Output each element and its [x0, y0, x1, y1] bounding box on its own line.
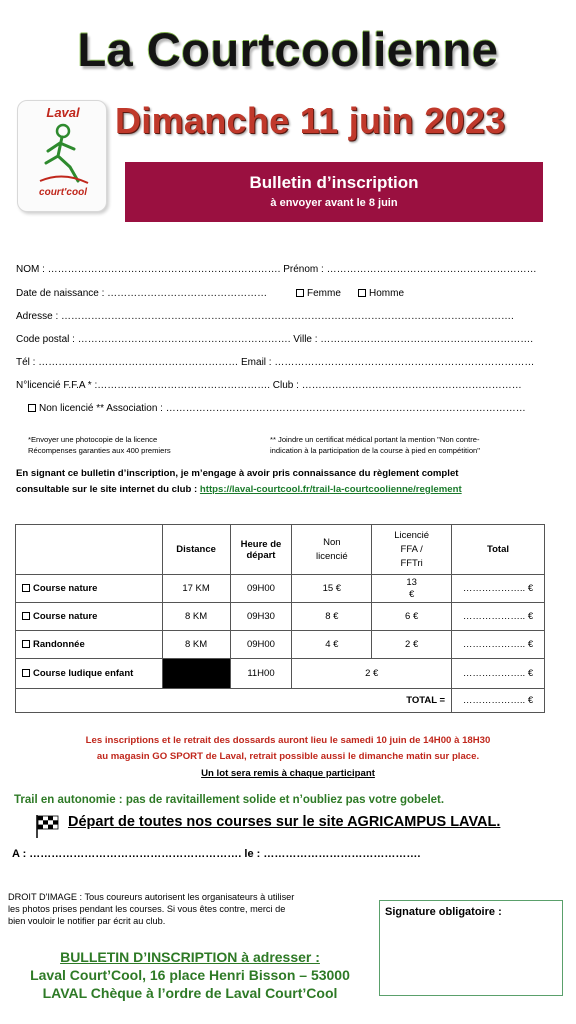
mailing-address	[0, 948, 380, 1002]
engagement-line-2-text: consultable sur le site internet du club :	[16, 484, 200, 495]
nom-prenom-field[interactable]: NOM : ……………………………………………………………. Prénom : ………………………………………………………	[16, 264, 537, 275]
header-lic-3: FFTri	[400, 557, 423, 569]
homme-checkbox[interactable]	[358, 289, 366, 297]
birthdate-field[interactable]: Date de naissance : …………………………………………	[16, 288, 268, 299]
logo-text-top: Laval	[46, 105, 80, 120]
checkered-flag-icon	[34, 813, 60, 839]
image-rights	[8, 891, 373, 927]
pickup-info-line-2: au magasin GO SPORT de Laval, retrait possible aussi le dimanche matin sur place.	[96, 751, 480, 762]
phone-email-field[interactable]: Tél : …………………………………………………… Email : ……………………………………………………………………	[16, 357, 535, 368]
reglement-link[interactable]: https://laval-courtcool.fr/trail-la-courtcoolienne/reglement	[199, 484, 462, 495]
address-line-1: Laval Court’Cool, 16 place Henri Bisson – 53000	[30, 967, 350, 983]
signature-box[interactable]	[379, 900, 563, 996]
pickup-info	[0, 733, 576, 765]
row-checkbox[interactable]	[22, 669, 30, 677]
lot-info: Un lot sera remis à chaque participant	[201, 768, 375, 779]
address-heading: BULLETIN D’INSCRIPTION à adresser :	[60, 949, 320, 965]
row-label[interactable]	[16, 575, 163, 603]
row-total[interactable]: ……………….. €	[452, 603, 545, 631]
header-non-1: Non	[323, 536, 341, 548]
logo-text-bottom: court'cool	[39, 187, 87, 198]
non-licencie-label: Non licencié ** Association : ………………………………………………………………………………………………	[39, 403, 526, 414]
row-checkbox[interactable]	[22, 640, 30, 648]
row-label-text: Course nature	[33, 611, 98, 622]
note-certificate-1: ** Joindre un certificat médical portant la mention "Non contre-	[270, 435, 480, 444]
header-heure-2: départ	[246, 549, 276, 561]
club-logo	[17, 100, 107, 212]
registration-banner	[125, 162, 543, 222]
total-label: TOTAL =	[16, 689, 452, 713]
signature-label: Signature obligatoire :	[385, 906, 502, 918]
header-total: Total	[452, 525, 545, 575]
row-heure: 09H30	[230, 603, 292, 631]
a-le-field[interactable]: A : …………………………………………………. le : …………………………………….	[12, 848, 421, 860]
row-total[interactable]: ……………….. €	[452, 575, 545, 603]
table-row	[16, 631, 545, 659]
image-rights-line-3: bien vouloir le notifier par écrit au club.	[8, 916, 166, 926]
table-row	[16, 575, 545, 603]
femme-label: Femme	[307, 288, 341, 299]
row-checkbox[interactable]	[22, 584, 30, 592]
note-right	[270, 434, 480, 456]
header-lic-2: FFA /	[400, 543, 423, 555]
table-row	[16, 603, 545, 631]
postal-city-field[interactable]: Code postal : ………………………………………………………. Ville : ……………………………………………………….	[16, 334, 534, 345]
image-rights-line-1: DROIT D'IMAGE : Tous coureurs autorisent les organisateurs à utiliser	[8, 892, 295, 902]
header-non-licencie	[292, 525, 372, 575]
table-row	[16, 659, 545, 689]
row-label[interactable]	[16, 603, 163, 631]
total-value[interactable]: ……………….. €	[452, 689, 545, 713]
page-title: La Courtcoolienne	[77, 23, 499, 76]
row-licencie: 6 €	[372, 603, 452, 631]
homme-label: Homme	[369, 288, 405, 299]
header-distance: Distance	[162, 525, 230, 575]
row-total[interactable]: ……………….. €	[452, 631, 545, 659]
note-license-copy: *Envoyer une photocopie de la licence	[28, 435, 158, 444]
engagement-line-2	[16, 482, 462, 498]
header-heure-1: Heure de	[240, 538, 282, 550]
address-line-2: LAVAL Chèque à l’ordre de Laval Court’Cool	[42, 985, 338, 1001]
trail-info: Trail en autonomie : pas de ravitaillement solide et n’oubliez pas votre gobelet.	[14, 794, 445, 806]
row-label-text: Randonnée	[33, 639, 85, 650]
table-header-row	[16, 525, 545, 575]
row-label-text: Course ludique enfant	[33, 668, 134, 679]
row-label-text: Course nature	[33, 583, 98, 594]
departure-info: Départ de toutes nos courses sur le site AGRICAMPUS LAVAL.	[68, 814, 501, 830]
non-licencie-checkbox[interactable]	[28, 404, 36, 412]
row-non-licencie: 15 €	[292, 575, 372, 603]
row-heure: 09H00	[230, 575, 292, 603]
row-distance: 8 KM	[162, 631, 230, 659]
row-licencie-unit: €	[408, 588, 415, 600]
table-total-row	[16, 689, 545, 713]
row-non-licencie: 8 €	[292, 603, 372, 631]
row-label[interactable]	[16, 631, 163, 659]
row-label[interactable]	[16, 659, 163, 689]
row-licencie	[372, 575, 452, 603]
header-empty	[16, 525, 163, 575]
gender-femme-option[interactable]	[296, 288, 341, 299]
pickup-info-line-1: Les inscriptions et le retrait des dossards auront lieu le samedi 10 juin de 14H00 à 18H30	[85, 735, 491, 746]
row-heure: 09H00	[230, 631, 292, 659]
price-table	[15, 524, 545, 713]
femme-checkbox[interactable]	[296, 289, 304, 297]
non-licencie-option[interactable]	[28, 403, 526, 414]
row-tarif: 2 €	[292, 659, 452, 689]
note-certificate-2: indication à la participation de la course à pied en compétition"	[270, 446, 480, 455]
note-left	[28, 434, 171, 456]
banner-subtitle: à envoyer avant le 8 juin	[270, 197, 398, 209]
license-club-field[interactable]: N°licencié F.F.A * :……………………………………………. Club : …………………………………………………………	[16, 380, 522, 391]
address-field[interactable]: Adresse : ……………………………………………………………………………………………………………………….	[16, 311, 514, 322]
image-rights-line-2: les photos prises pendant les courses. Si vous êtes contre, merci de	[8, 904, 286, 914]
row-total[interactable]: ……………….. €	[452, 659, 545, 689]
row-distance: 8 KM	[162, 603, 230, 631]
row-licencie-value: 13	[406, 576, 417, 588]
row-heure: 11H00	[230, 659, 292, 689]
event-date: Dimanche 11 juin 2023	[115, 100, 506, 141]
engagement-line-1: En signant ce bulletin d’inscription, je m’engage à avoir pris connaissance du règlement complet	[16, 468, 459, 479]
header-non-2: licencié	[315, 550, 348, 562]
row-licencie: 2 €	[372, 631, 452, 659]
row-non-licencie: 4 €	[292, 631, 372, 659]
gender-homme-option[interactable]	[358, 288, 404, 299]
row-checkbox[interactable]	[22, 612, 30, 620]
row-distance-blank	[162, 659, 230, 689]
header-licencie	[372, 525, 452, 575]
note-rewards: Récompenses garanties aux 400 premiers	[28, 446, 171, 455]
row-distance: 17 KM	[162, 575, 230, 603]
header-heure	[230, 525, 292, 575]
header-lic-1: Licencié	[394, 529, 430, 541]
engagement-text	[16, 466, 462, 498]
banner-title: Bulletin d’inscription	[249, 173, 419, 192]
